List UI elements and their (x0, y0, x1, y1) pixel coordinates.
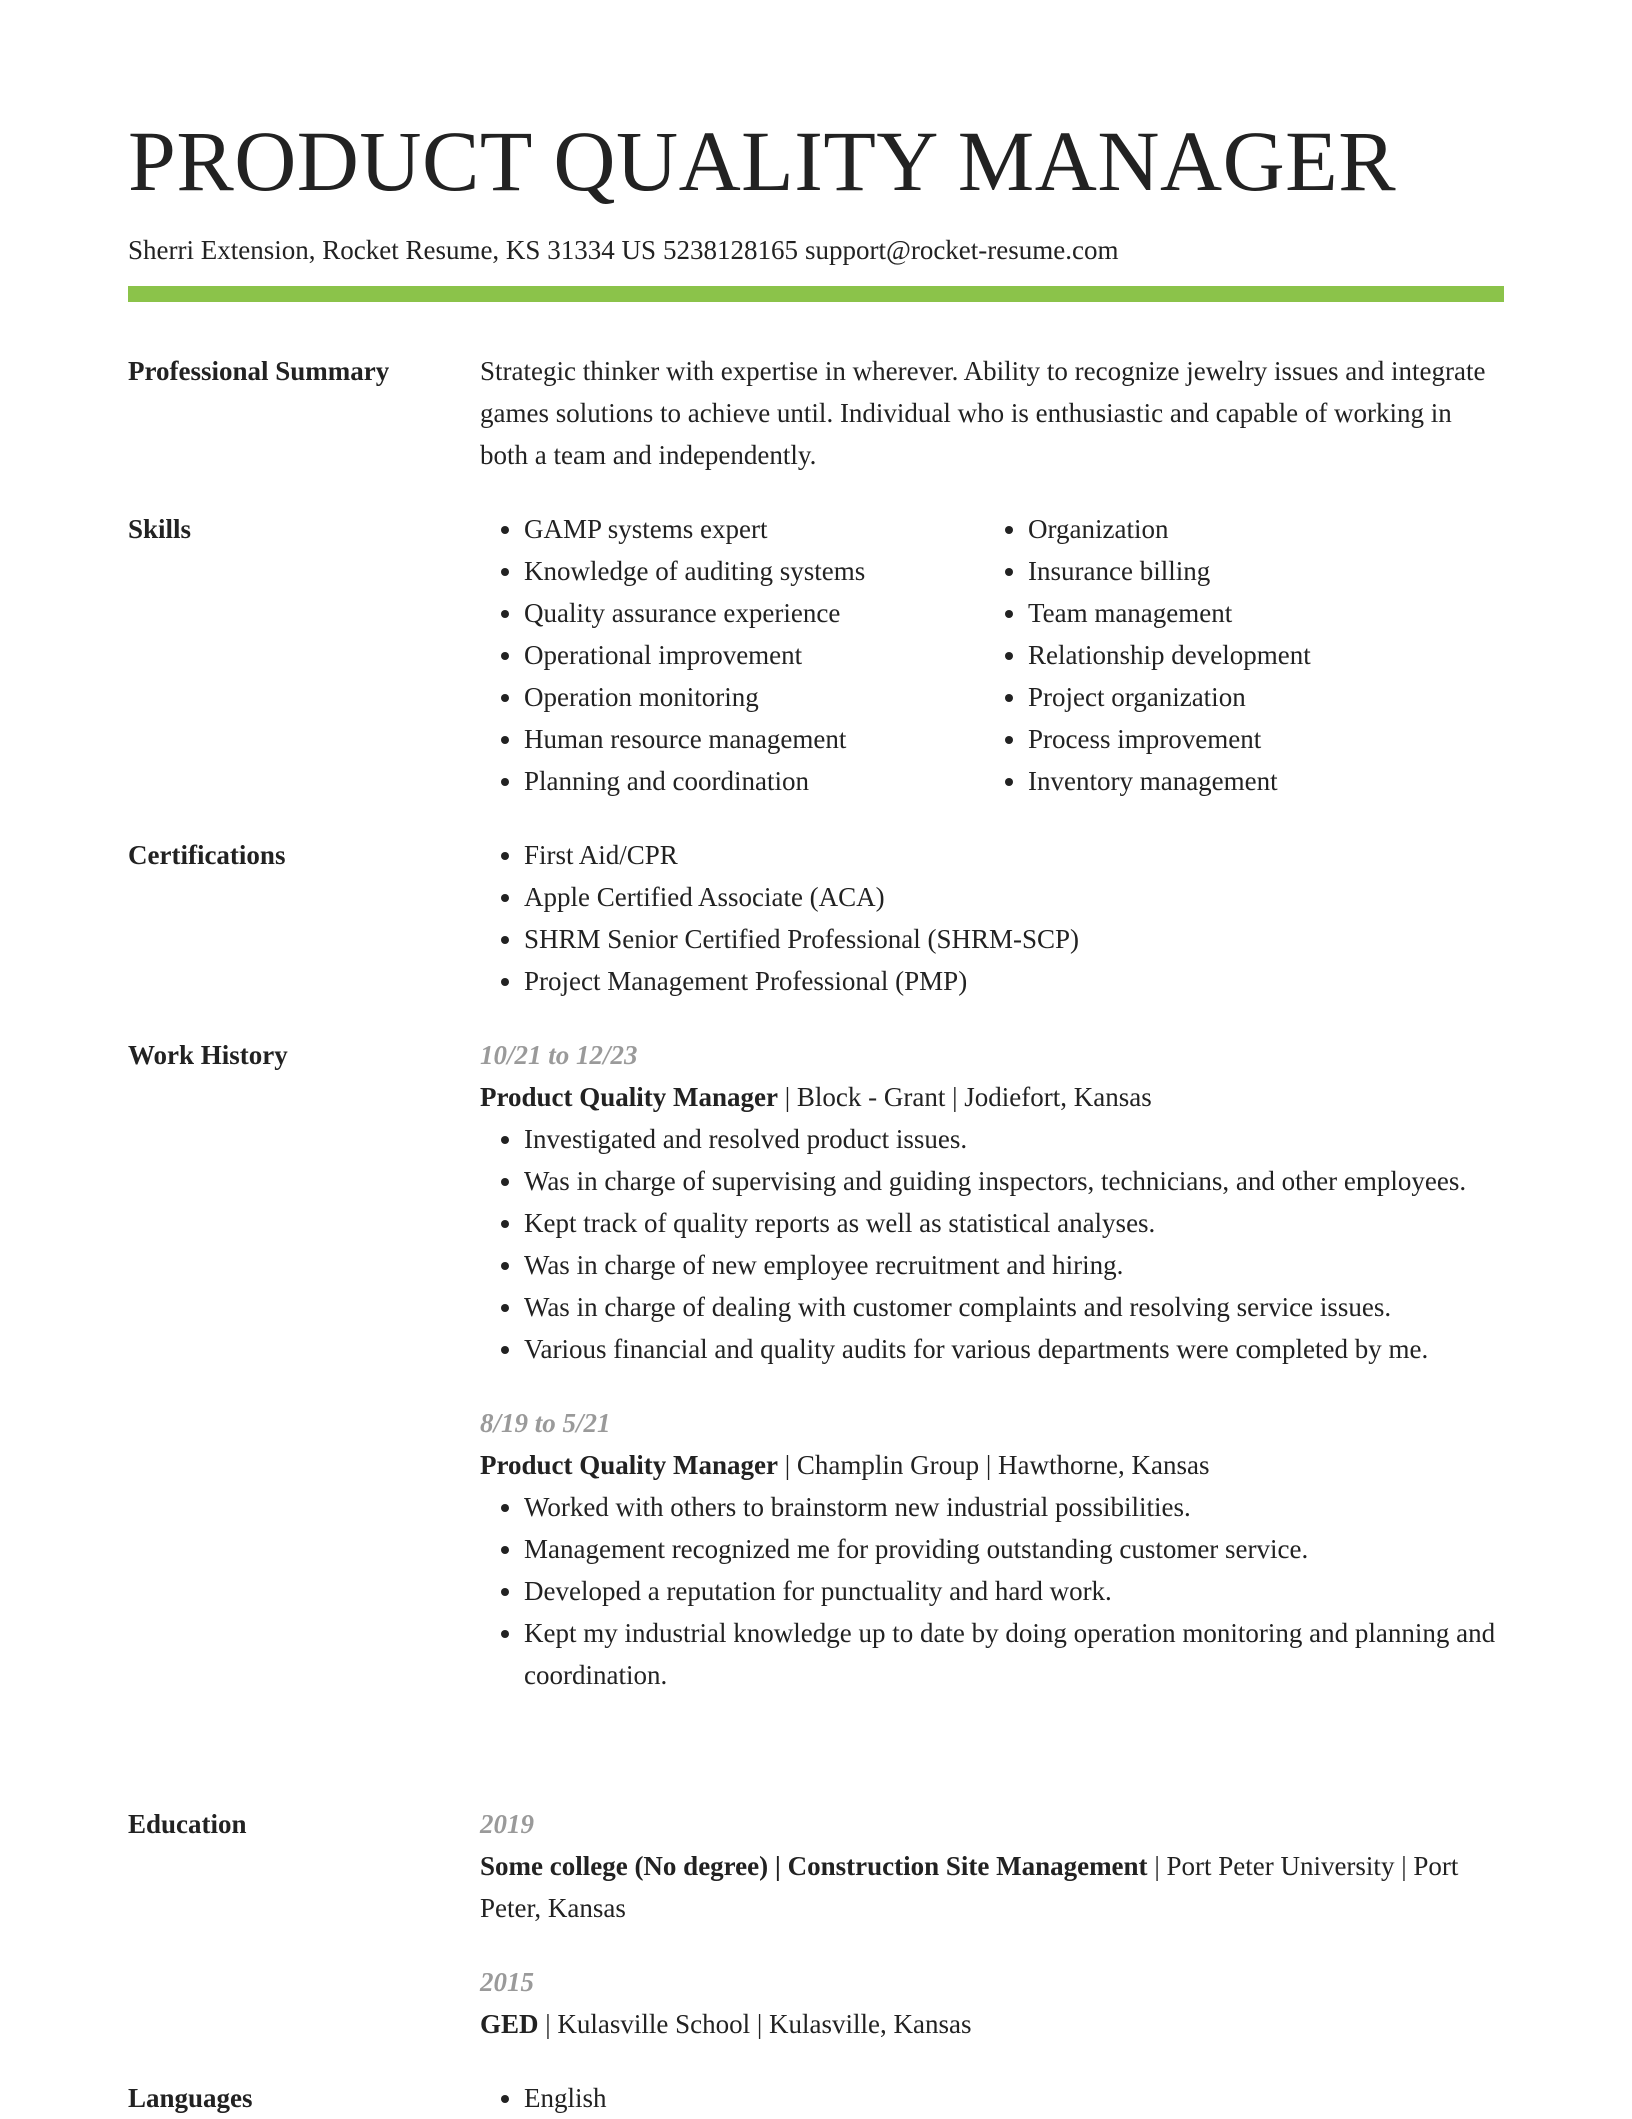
job-title: Product Quality Manager (480, 1082, 778, 1112)
education-heading (480, 2003, 1504, 2045)
summary-label: Professional Summary (128, 356, 390, 386)
skills-grid (480, 508, 1504, 802)
education-degree: GED (480, 2009, 539, 2039)
job-duty-item: • Management recognized me for providing outstanding customer service. (524, 1528, 1504, 1570)
language-item: • English (524, 2077, 1504, 2119)
skill-item: • Inventory management (1028, 760, 1488, 802)
job-duty-item: • Was in charge of new employee recruitment and hiring. (524, 1244, 1504, 1286)
education-school-location: | Kulasville School | Kulasville, Kansas (538, 2009, 972, 2039)
education-year: 2019 (480, 1809, 534, 1839)
job-duty-item: • Developed a reputation for punctuality and hard work. (524, 1570, 1504, 1612)
job-duty-item: • Various financial and quality audits for various departments were completed by me. (524, 1328, 1504, 1370)
skill-item: • Organization (1028, 508, 1488, 550)
job-employer-location: | Champlin Group | Hawthorne, Kansas (777, 1450, 1210, 1480)
resume-title: PRODUCT QUALITY MANAGER (128, 113, 1397, 209)
education-year: 2015 (480, 1967, 534, 1997)
job-dates: 10/21 to 12/23 (480, 1040, 638, 1070)
certifications-list (480, 834, 1504, 1002)
job-entry (480, 1034, 1504, 1370)
job-heading (480, 1444, 1504, 1486)
languages-label: Languages (128, 2083, 253, 2113)
skill-item: • Planning and coordination (524, 760, 984, 802)
skill-item: • Operational improvement (524, 634, 984, 676)
certification-item: • SHRM Senior Certified Professional (SHRM-SCP) (524, 918, 1504, 960)
contact-phone: 5238128165 (662, 235, 798, 265)
contact-address: Sherri Extension, Rocket Resume, KS 31334 US (128, 235, 656, 265)
job-employer-location: | Block - Grant | Jodiefort, Kansas (777, 1082, 1152, 1112)
skill-item: • GAMP systems expert (524, 508, 984, 550)
summary-text: Strategic thinker with expertise in wherever. Ability to recognize jewelry issues and integrate games solutions to achieve until. Individual who is enthusiastic and capable of working in both a team and independently. (480, 356, 1486, 470)
skills-body (480, 508, 1504, 802)
skills-list-left (480, 508, 984, 802)
skills-label: Skills (128, 514, 192, 544)
job-duties-list (480, 1118, 1504, 1370)
skill-item: • Relationship development (1028, 634, 1488, 676)
education-heading (480, 1845, 1504, 1929)
education-label: Education (128, 1809, 247, 1839)
education-entry (480, 1961, 1504, 2045)
skill-item: • Process improvement (1028, 718, 1488, 760)
job-dates: 8/19 to 5/21 (480, 1408, 611, 1438)
job-heading (480, 1076, 1504, 1118)
skill-item: • Insurance billing (1028, 550, 1488, 592)
job-duty-item: • Was in charge of supervising and guiding inspectors, technicians, and other employees. (524, 1160, 1504, 1202)
languages-body (480, 2077, 1504, 2119)
job-duties-list (480, 1486, 1504, 1696)
skill-item: • Knowledge of auditing systems (524, 550, 984, 592)
job-title: Product Quality Manager (480, 1450, 778, 1480)
job-duty-item: • Worked with others to brainstorm new industrial possibilities. (524, 1486, 1504, 1528)
certification-item: • Apple Certified Associate (ACA) (524, 876, 1504, 918)
skills-list-right (984, 508, 1488, 802)
skill-item: • Project organization (1028, 676, 1488, 718)
certification-item: • Project Management Professional (PMP) (524, 960, 1504, 1002)
job-duty-item: • Kept track of quality reports as well as statistical analyses. (524, 1202, 1504, 1244)
contact-email: support@rocket-resume.com (804, 235, 1119, 265)
header-divider (128, 286, 1504, 302)
work-history-label: Work History (128, 1040, 288, 1070)
skills-column-left (480, 508, 984, 802)
job-duty-item: • Investigated and resolved product issues. (524, 1118, 1504, 1160)
job-entry (480, 1402, 1504, 1696)
work-history-body (480, 1034, 1504, 1696)
education-degree: Some college (No degree) | Construction Site Management (480, 1851, 1148, 1881)
job-duty-item: • Was in charge of dealing with customer complaints and resolving service issues. (524, 1286, 1504, 1328)
certifications-body (480, 834, 1504, 1002)
education-entry (480, 1803, 1504, 1929)
skill-item: • Team management (1028, 592, 1488, 634)
skill-item: • Quality assurance experience (524, 592, 984, 634)
languages-list (480, 2077, 1504, 2119)
skill-item: • Human resource management (524, 718, 984, 760)
skills-column-right (984, 508, 1488, 802)
education-school-location: | Port Peter University | Port Peter, Kansas (480, 1851, 1459, 1923)
certifications-label: Certifications (128, 840, 286, 870)
skill-item: • Operation monitoring (524, 676, 984, 718)
job-duty-item: • Kept my industrial knowledge up to date by doing operation monitoring and planning and coordination. (524, 1612, 1504, 1696)
education-body (480, 1803, 1504, 2045)
summary-body (480, 350, 1504, 476)
certification-item: • First Aid/CPR (524, 834, 1504, 876)
contact-line (128, 232, 1119, 268)
